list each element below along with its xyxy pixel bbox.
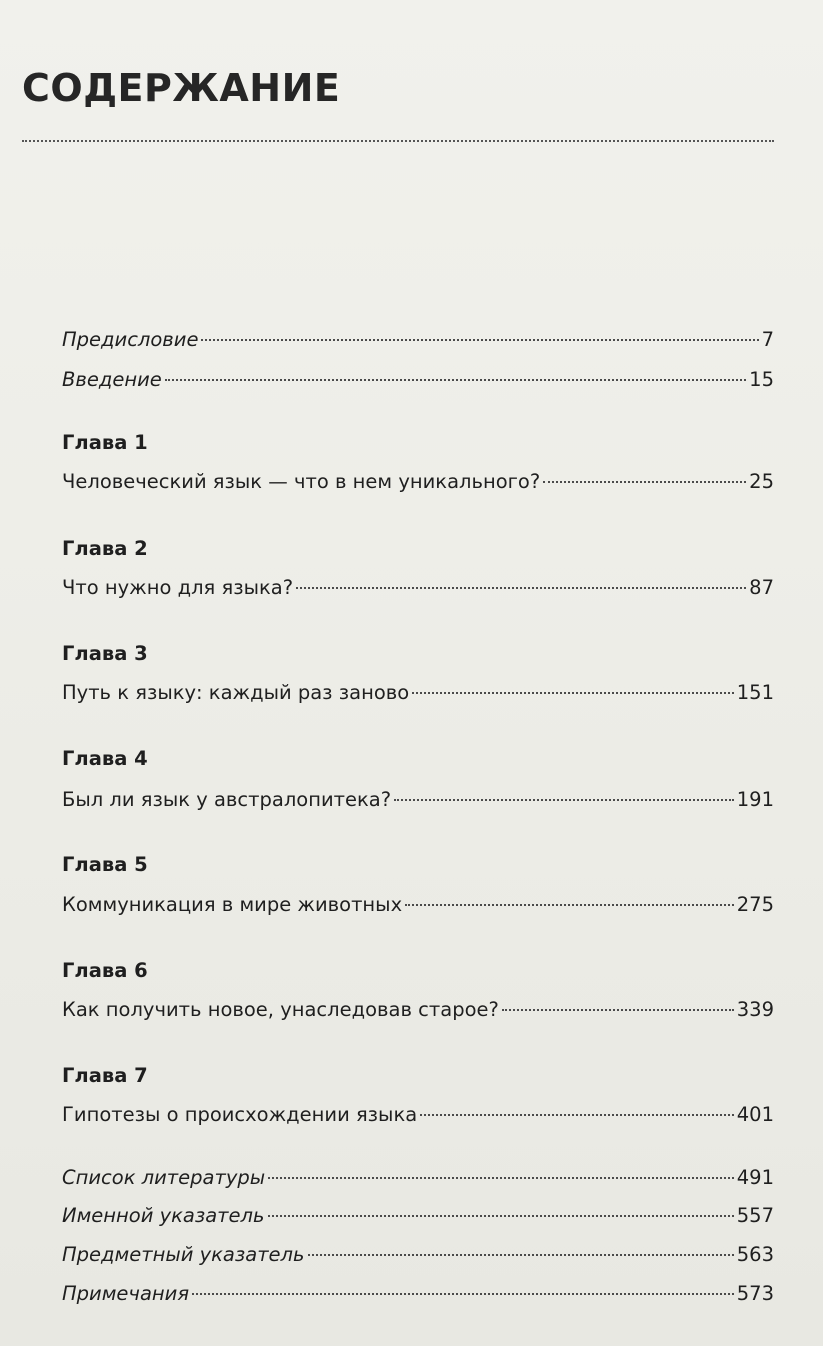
dot-leader	[165, 379, 746, 381]
toc-entry-chapter-7[interactable]	[62, 1100, 774, 1130]
toc-page-number: 191	[736, 788, 774, 811]
chapter-heading: Глава 3	[62, 642, 148, 665]
toc-entry-label: Человеческий язык — что в нем уникального?	[62, 470, 541, 493]
toc-entry-notes[interactable]	[62, 1279, 774, 1309]
toc-page-number: 15	[749, 368, 774, 391]
toc-entry-label: Список литературы	[62, 1166, 266, 1189]
dot-leader	[543, 481, 746, 483]
toc-entry-chapter-3[interactable]	[62, 678, 774, 708]
toc-entry-label: Предметный указатель	[62, 1243, 305, 1266]
toc-page-number: 557	[736, 1204, 774, 1227]
chapter-heading: Глава 2	[62, 537, 148, 560]
toc-entry-label: Именной указатель	[62, 1204, 265, 1227]
dot-leader	[308, 1254, 734, 1256]
toc-page-number: 275	[736, 893, 774, 916]
chapter-heading: Глава 5	[62, 853, 148, 876]
toc-entry-chapter-5[interactable]	[62, 890, 774, 920]
toc-entry-label: Введение	[62, 368, 162, 391]
toc-page-number: 7	[761, 328, 774, 351]
toc-entry-label: Путь к языку: каждый раз заново	[62, 681, 410, 704]
toc-entry-chapter-1[interactable]	[62, 467, 774, 497]
toc-entry-label: Был ли язык у австралопитека?	[62, 788, 392, 811]
toc-entry-chapter-4[interactable]	[62, 785, 774, 815]
dot-leader	[394, 799, 734, 801]
title-divider	[22, 140, 774, 142]
toc-page-number: 573	[736, 1282, 774, 1305]
dot-leader	[201, 339, 758, 341]
toc-entry-subject-index[interactable]	[62, 1240, 774, 1270]
toc-page-number: 151	[736, 681, 774, 704]
dot-leader	[192, 1293, 734, 1295]
toc-entry-label: Что нужно для языка?	[62, 576, 294, 599]
chapter-heading: Глава 1	[62, 431, 148, 454]
toc-entry-label: Как получить новое, унаследовав старое?	[62, 998, 499, 1021]
page-title: СОДЕРЖАНИЕ	[22, 66, 341, 110]
toc-page-number: 491	[736, 1166, 774, 1189]
toc-entry-label: Гипотезы о происхождении языка	[62, 1103, 418, 1126]
dot-leader	[502, 1009, 734, 1011]
dot-leader	[412, 692, 734, 694]
toc-page-number: 563	[736, 1243, 774, 1266]
dot-leader	[405, 904, 734, 906]
toc-entry-chapter-2[interactable]	[62, 573, 774, 603]
chapter-heading: Глава 7	[62, 1064, 148, 1087]
dot-leader	[268, 1177, 734, 1179]
chapter-heading: Глава 6	[62, 959, 148, 982]
toc-entry-name-index[interactable]	[62, 1201, 774, 1231]
toc-entry-preface[interactable]	[62, 325, 774, 355]
toc-entry-label: Примечания	[62, 1282, 190, 1305]
dot-leader	[420, 1114, 734, 1116]
chapter-heading: Глава 4	[62, 747, 148, 770]
toc-entry-bibliography[interactable]	[62, 1163, 774, 1193]
toc-entry-label: Предисловие	[62, 328, 199, 351]
toc-entry-chapter-6[interactable]	[62, 995, 774, 1025]
toc-page-number: 401	[736, 1103, 774, 1126]
toc-page-number: 25	[749, 470, 774, 493]
toc-page-number: 339	[736, 998, 774, 1021]
dot-leader	[296, 587, 746, 589]
toc-entry-label: Коммуникация в мире животных	[62, 893, 403, 916]
toc-entry-introduction[interactable]	[62, 365, 774, 395]
toc-page-number: 87	[749, 576, 774, 599]
dot-leader	[268, 1215, 734, 1217]
